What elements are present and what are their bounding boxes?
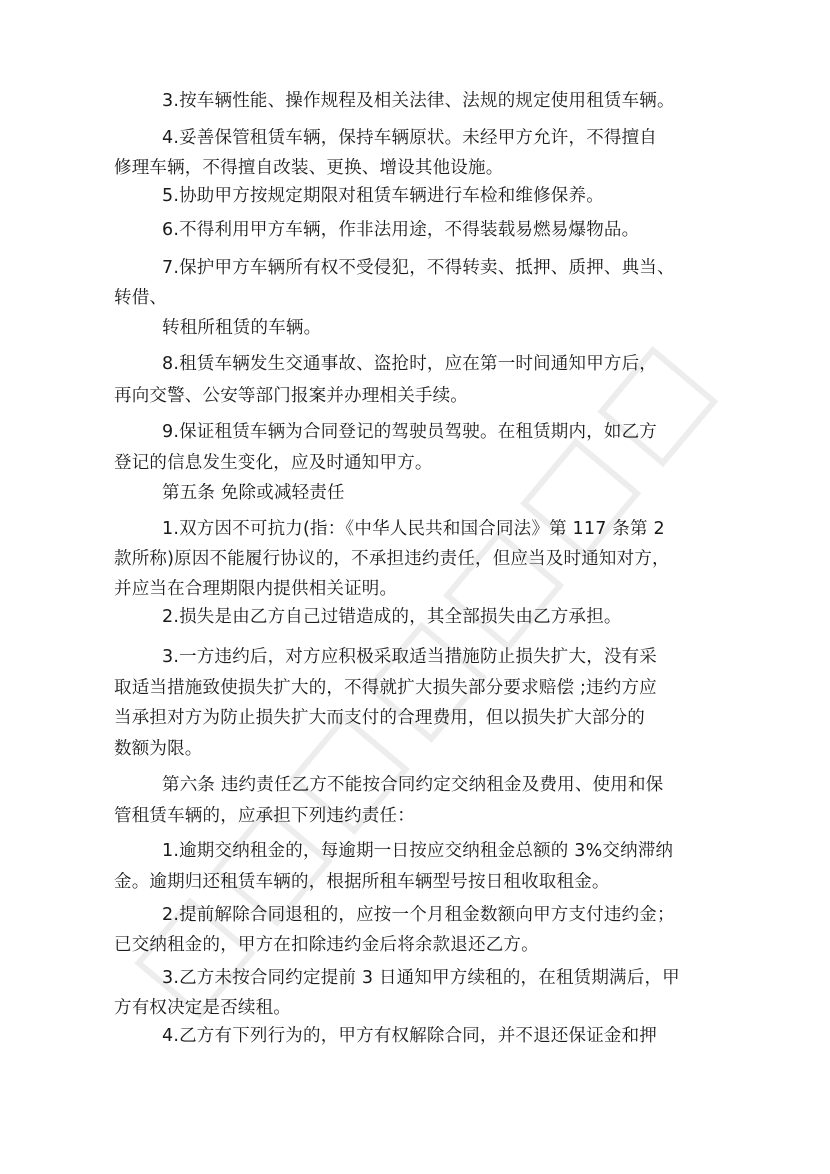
- doc-line: 金。逾期归还租赁车辆的，根据所租车辆型号按日租收取租金。: [114, 872, 610, 892]
- doc-line: 数额为限。: [114, 739, 203, 759]
- doc-line: 管租赁车辆的，应承担下列违约责任：: [114, 806, 415, 826]
- doc-line: 1.双方因不可抗力(指：《中华人民共和国合同法》第 117 条第 2: [162, 519, 665, 539]
- doc-line: 转借、: [114, 288, 168, 308]
- doc-line: 取适当措施致使损失扩大的，不得就扩大损失部分要求赔偿 ;违约方应: [114, 678, 657, 698]
- doc-line: 3.一方违约后，对方应积极采取适当措施防止损失扩大，没有采: [162, 647, 657, 667]
- doc-line: 方有权决定是否续租。: [114, 998, 291, 1018]
- doc-line: 4.妥善保管租赁车辆，保持车辆原状。未经甲方允许，不得擅自: [162, 128, 657, 148]
- doc-line: 款所称)原因不能履行协议的，不承担违约责任，但应当及时通知对方，: [114, 549, 670, 569]
- doc-line: 7.保护甲方车辆所有权不受侵犯，不得转卖、抵押、质押、典当、: [162, 258, 675, 278]
- doc-line: 再向交警、公安等部门报案并办理相关手续。: [114, 386, 468, 406]
- doc-line: 6.不得利用甲方车辆，作非法用途，不得装载易燃易爆物品。: [162, 220, 640, 240]
- section-heading: 第六条 违约责任乙方不能按合同约定交纳租金及费用、使用和保: [162, 775, 664, 795]
- doc-line: 1.逾期交纳租金的，每逾期一日按应交纳租金总额的 3%交纳滞纳: [162, 841, 674, 861]
- doc-line: 转租所租赁的车辆。: [162, 318, 322, 338]
- doc-line: 2.提前解除合同退租的，应按一个月租金数额向甲方支付违约金；: [162, 905, 675, 925]
- section-heading: 第五条 免除或减轻责任: [162, 483, 345, 503]
- doc-line: 并应当在合理期限内提供相关证明。: [114, 579, 398, 599]
- doc-line: 5.协助甲方按规定期限对租赁车辆进行车检和维修保养。: [162, 186, 604, 206]
- doc-line: 已交纳租金的，甲方在扣除违约金后将余款退还乙方。: [114, 935, 539, 955]
- doc-line: 4.乙方有下列行为的，甲方有权解除合同，并不退还保证金和押: [162, 1026, 657, 1046]
- doc-line: 3.乙方未按合同约定提前 3 日通知甲方续租的，在租赁期满后，甲: [162, 968, 680, 988]
- doc-line: 8.租赁车辆发生交通事故、盗抢时，应在第一时间通知甲方后，: [162, 354, 657, 374]
- doc-line: 登记的信息发生变化，应及时通知甲方。: [114, 453, 433, 473]
- doc-line: 修理车辆，不得擅自改装、更换、增设其他设施。: [114, 158, 504, 178]
- doc-line: 2.损失是由乙方自己过错造成的，其全部损失由乙方承担。: [162, 607, 622, 627]
- doc-line: 3.按车辆性能、操作规程及相关法律、法规的规定使用租赁车辆。: [162, 91, 675, 111]
- doc-line: 9.保证租赁车辆为合同登记的驾驶员驾驶。在租赁期内，如乙方: [162, 422, 657, 442]
- doc-line: 当承担对方为防止损失扩大而支付的合理费用，但以损失扩大部分的: [114, 708, 645, 728]
